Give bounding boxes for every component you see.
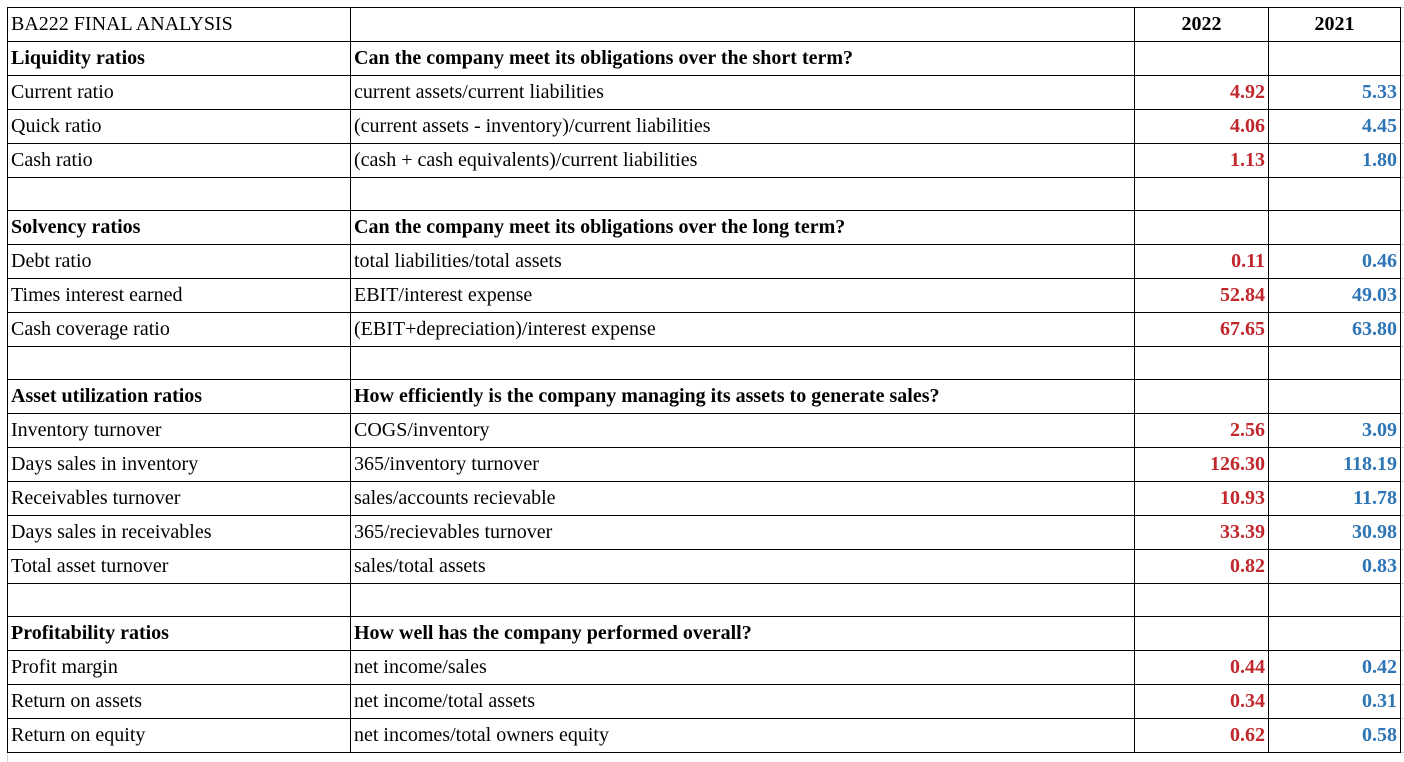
value-2022[interactable]: 0.11 xyxy=(1135,245,1269,279)
section-question[interactable]: Can the company meet its obligations over the short term? xyxy=(351,42,1135,76)
ratio-row xyxy=(8,550,1404,584)
blank-cell[interactable] xyxy=(1269,178,1401,211)
section-heading[interactable]: Liquidity ratios xyxy=(8,42,351,76)
sheet-title[interactable]: BA222 FINAL ANALYSIS xyxy=(8,8,351,42)
blank-cell[interactable] xyxy=(1135,347,1269,380)
value-2022[interactable]: 0.82 xyxy=(1135,550,1269,584)
ratio-formula[interactable]: (cash + cash equivalents)/current liabilities xyxy=(351,144,1135,178)
blank-cell[interactable] xyxy=(8,178,351,211)
value-2021[interactable]: 63.80 xyxy=(1269,313,1401,347)
value-2022[interactable]: 0.62 xyxy=(1135,719,1269,753)
year-header-2021[interactable]: 2021 xyxy=(1269,8,1401,42)
blank-cell[interactable] xyxy=(1401,110,1404,144)
ratio-row xyxy=(8,719,1404,753)
ratio-row xyxy=(8,245,1404,279)
value-2022[interactable]: 0.34 xyxy=(1135,685,1269,719)
value-2022[interactable]: 2.56 xyxy=(1135,414,1269,448)
section-heading-row xyxy=(8,42,1404,76)
ratio-formula[interactable]: (EBIT+depreciation)/interest expense xyxy=(351,313,1135,347)
spacer-row xyxy=(8,347,1404,380)
blank-cell[interactable] xyxy=(1401,685,1404,719)
value-2022[interactable]: 52.84 xyxy=(1135,279,1269,313)
blank-cell[interactable] xyxy=(1401,144,1404,178)
ratio-row xyxy=(8,144,1404,178)
ratio-formula[interactable]: net income/total assets xyxy=(351,685,1135,719)
ratio-formula[interactable]: sales/total assets xyxy=(351,550,1135,584)
section-question[interactable]: How efficiently is the company managing its assets to generate sales? xyxy=(351,380,1135,414)
ratio-name[interactable]: Return on equity xyxy=(8,719,351,753)
ratio-formula[interactable]: total liabilities/total assets xyxy=(351,245,1135,279)
blank-cell[interactable] xyxy=(351,8,1135,42)
year-header-2022[interactable]: 2022 xyxy=(1135,8,1269,42)
blank-cell[interactable] xyxy=(1269,42,1401,76)
blank-cell[interactable] xyxy=(1401,347,1404,380)
value-2022[interactable]: 4.92 xyxy=(1135,76,1269,110)
ratio-name[interactable]: Quick ratio xyxy=(8,110,351,144)
ratio-name[interactable]: Days sales in receivables xyxy=(8,516,351,550)
ratio-table xyxy=(7,7,1404,753)
value-2022[interactable]: 4.06 xyxy=(1135,110,1269,144)
blank-cell[interactable] xyxy=(1135,211,1269,245)
ratio-row xyxy=(8,448,1404,482)
ratio-name[interactable]: Debt ratio xyxy=(8,245,351,279)
blank-cell[interactable] xyxy=(1401,584,1404,617)
value-2021[interactable]: 4.45 xyxy=(1269,110,1401,144)
section-heading-row xyxy=(8,380,1404,414)
ratio-formula[interactable]: net incomes/total owners equity xyxy=(351,719,1135,753)
value-2021[interactable]: 0.42 xyxy=(1269,651,1401,685)
ratio-formula[interactable]: EBIT/interest expense xyxy=(351,279,1135,313)
value-2021[interactable]: 118.19 xyxy=(1269,448,1401,482)
value-2022[interactable]: 67.65 xyxy=(1135,313,1269,347)
value-2021[interactable]: 0.83 xyxy=(1269,550,1401,584)
blank-cell[interactable] xyxy=(1401,245,1404,279)
section-heading-row xyxy=(8,617,1404,651)
value-2021[interactable]: 0.58 xyxy=(1269,719,1401,753)
blank-cell[interactable] xyxy=(1401,42,1404,76)
blank-cell[interactable] xyxy=(1135,380,1269,414)
value-2022[interactable]: 10.93 xyxy=(1135,482,1269,516)
blank-cell[interactable] xyxy=(1401,448,1404,482)
value-2022[interactable]: 1.13 xyxy=(1135,144,1269,178)
value-2022[interactable]: 126.30 xyxy=(1135,448,1269,482)
blank-cell[interactable] xyxy=(1135,584,1269,617)
blank-cell[interactable] xyxy=(351,347,1135,380)
section-heading[interactable]: Asset utilization ratios xyxy=(8,380,351,414)
ratio-name[interactable]: Profit margin xyxy=(8,651,351,685)
ratio-formula[interactable]: (current assets - inventory)/current liabilities xyxy=(351,110,1135,144)
value-2021[interactable]: 3.09 xyxy=(1269,414,1401,448)
ratio-name[interactable]: Total asset turnover xyxy=(8,550,351,584)
ratio-row xyxy=(8,651,1404,685)
value-2022[interactable]: 0.44 xyxy=(1135,651,1269,685)
ratio-formula[interactable]: 365/recievables turnover xyxy=(351,516,1135,550)
ratio-table-body xyxy=(8,8,1404,753)
ratio-row xyxy=(8,516,1404,550)
ratio-row xyxy=(8,414,1404,448)
blank-cell[interactable] xyxy=(1269,617,1401,651)
ratio-name[interactable]: Receivables turnover xyxy=(8,482,351,516)
value-2021[interactable]: 1.80 xyxy=(1269,144,1401,178)
spreadsheet xyxy=(7,7,1404,762)
blank-cell[interactable] xyxy=(1401,719,1404,753)
ratio-formula[interactable]: sales/accounts recievable xyxy=(351,482,1135,516)
value-2021[interactable]: 0.31 xyxy=(1269,685,1401,719)
blank-cell[interactable] xyxy=(351,584,1135,617)
blank-cell[interactable] xyxy=(1135,178,1269,211)
blank-cell[interactable] xyxy=(1401,211,1404,245)
title-row xyxy=(8,8,1404,42)
blank-cell[interactable] xyxy=(1401,550,1404,584)
blank-cell[interactable] xyxy=(1401,178,1404,211)
ratio-row xyxy=(8,279,1404,313)
ratio-name[interactable]: Cash coverage ratio xyxy=(8,313,351,347)
blank-cell[interactable] xyxy=(1401,313,1404,347)
section-heading-row xyxy=(8,211,1404,245)
blank-cell[interactable] xyxy=(1401,380,1404,414)
section-question[interactable]: Can the company meet its obligations over the long term? xyxy=(351,211,1135,245)
value-2021[interactable]: 49.03 xyxy=(1269,279,1401,313)
ratio-name[interactable]: Current ratio xyxy=(8,76,351,110)
blank-cell[interactable] xyxy=(1269,211,1401,245)
blank-cell[interactable] xyxy=(1401,651,1404,685)
ratio-row xyxy=(8,313,1404,347)
ratio-row xyxy=(8,76,1404,110)
ratio-row xyxy=(8,110,1404,144)
ratio-formula[interactable]: COGS/inventory xyxy=(351,414,1135,448)
blank-cell[interactable] xyxy=(8,584,351,617)
blank-cell[interactable] xyxy=(1401,516,1404,550)
blank-cell[interactable] xyxy=(1401,8,1404,42)
section-question[interactable]: How well has the company performed overall? xyxy=(351,617,1135,651)
ratio-row xyxy=(8,685,1404,719)
blank-cell[interactable] xyxy=(1269,347,1401,380)
blank-cell[interactable] xyxy=(1401,76,1404,110)
blank-cell[interactable] xyxy=(1401,482,1404,516)
spacer-row xyxy=(8,584,1404,617)
value-2021[interactable]: 5.33 xyxy=(1269,76,1401,110)
ratio-name[interactable]: Return on assets xyxy=(8,685,351,719)
ratio-name[interactable]: Days sales in inventory xyxy=(8,448,351,482)
value-2021[interactable]: 30.98 xyxy=(1269,516,1401,550)
value-2022[interactable]: 33.39 xyxy=(1135,516,1269,550)
ratio-formula[interactable]: net income/sales xyxy=(351,651,1135,685)
ratio-name[interactable]: Times interest earned xyxy=(8,279,351,313)
value-2021[interactable]: 11.78 xyxy=(1269,482,1401,516)
spacer-row xyxy=(8,178,1404,211)
blank-cell[interactable] xyxy=(8,347,351,380)
value-2021[interactable]: 0.46 xyxy=(1269,245,1401,279)
section-heading[interactable]: Profitability ratios xyxy=(8,617,351,651)
blank-cell[interactable] xyxy=(1269,380,1401,414)
blank-cell[interactable] xyxy=(1269,584,1401,617)
ratio-row xyxy=(8,482,1404,516)
blank-cell[interactable] xyxy=(1401,279,1404,313)
ratio-formula[interactable]: current assets/current liabilities xyxy=(351,76,1135,110)
ratio-formula[interactable]: 365/inventory turnover xyxy=(351,448,1135,482)
ratio-name[interactable]: Cash ratio xyxy=(8,144,351,178)
section-heading[interactable]: Solvency ratios xyxy=(8,211,351,245)
blank-cell[interactable] xyxy=(1401,617,1404,651)
blank-cell[interactable] xyxy=(1135,617,1269,651)
ratio-name[interactable]: Inventory turnover xyxy=(8,414,351,448)
blank-cell[interactable] xyxy=(351,178,1135,211)
blank-cell[interactable] xyxy=(1135,42,1269,76)
blank-cell[interactable] xyxy=(1401,414,1404,448)
